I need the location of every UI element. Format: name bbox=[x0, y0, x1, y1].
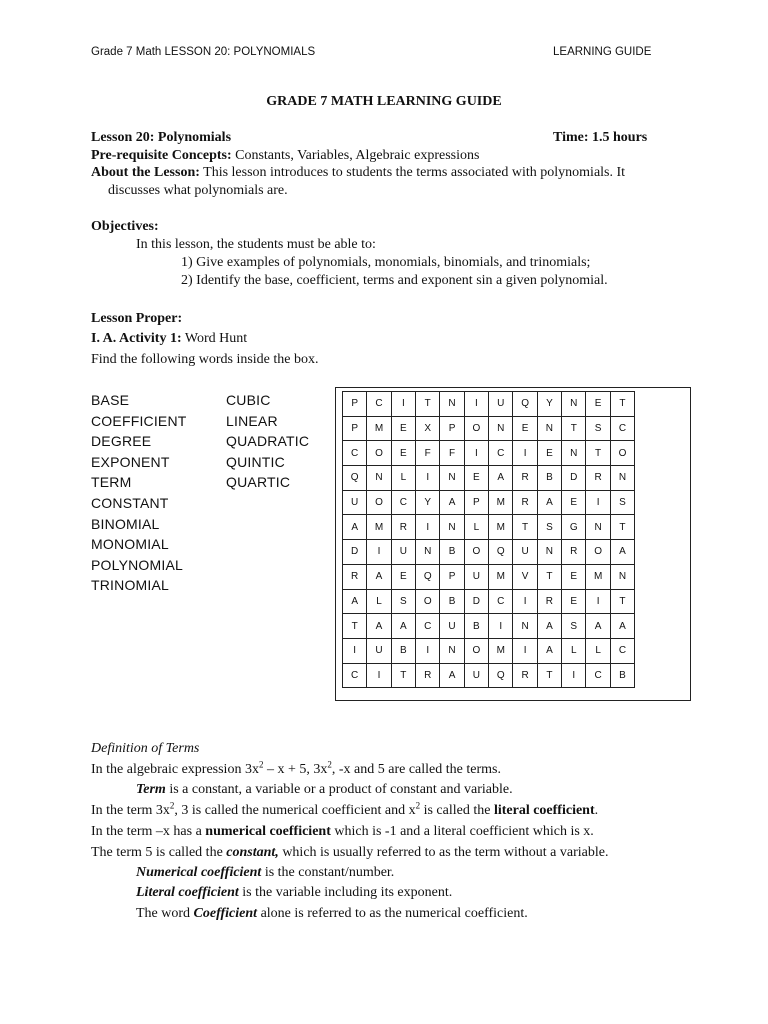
grid-cell: T bbox=[416, 392, 440, 417]
about-line bbox=[91, 165, 625, 181]
grid-cell: N bbox=[513, 614, 537, 639]
about-label: About the Lesson: bbox=[91, 165, 200, 180]
grid-cell: U bbox=[391, 540, 415, 565]
word-item: CONSTANT bbox=[91, 494, 169, 511]
text-fragment: The term 5 is called the bbox=[91, 845, 227, 860]
text-fragment: , 3 is called the numerical coefficient and x bbox=[174, 803, 416, 818]
grid-cell: U bbox=[440, 614, 464, 639]
grid-row bbox=[343, 663, 635, 688]
constant-keyword: constant, bbox=[226, 845, 279, 860]
definition-line-7 bbox=[136, 885, 452, 901]
grid-cell: P bbox=[440, 564, 464, 589]
grid-cell: I bbox=[464, 392, 488, 417]
objectives-heading: Objectives: bbox=[91, 219, 159, 234]
grid-cell: N bbox=[586, 515, 610, 540]
grid-row bbox=[343, 564, 635, 589]
objective-item-2: 2) Identify the base, coefficient, terms and exponent sin a given polynomial. bbox=[181, 273, 608, 288]
superscript: 2 bbox=[415, 800, 421, 811]
grid-cell: L bbox=[562, 638, 586, 663]
superscript: 2 bbox=[258, 759, 264, 770]
text-fragment: . bbox=[594, 803, 599, 818]
grid-cell: E bbox=[562, 564, 586, 589]
grid-cell: F bbox=[416, 441, 440, 466]
definition-line-8 bbox=[136, 906, 528, 922]
grid-cell: T bbox=[562, 416, 586, 441]
superscript: 2 bbox=[327, 759, 332, 770]
grid-cell: I bbox=[367, 663, 391, 688]
grid-cell: N bbox=[537, 540, 561, 565]
grid-cell: P bbox=[440, 416, 464, 441]
grid-cell: P bbox=[343, 416, 367, 441]
grid-cell: A bbox=[537, 614, 561, 639]
grid-cell: U bbox=[513, 540, 537, 565]
grid-cell: E bbox=[513, 416, 537, 441]
about-text-2: discusses what polynomials are. bbox=[108, 183, 288, 198]
grid-row bbox=[343, 466, 635, 491]
word-search-grid bbox=[342, 391, 635, 688]
grid-row bbox=[343, 614, 635, 639]
grid-cell: O bbox=[586, 540, 610, 565]
coefficient-term: Coefficient bbox=[193, 906, 258, 921]
grid-row bbox=[343, 441, 635, 466]
grid-cell: N bbox=[416, 540, 440, 565]
grid-cell: I bbox=[416, 638, 440, 663]
text-fragment: is a constant, a variable or a product of constant and variable. bbox=[165, 782, 513, 797]
header-left: Grade 7 Math LESSON 20: POLYNOMIALS bbox=[91, 46, 316, 58]
word-item: QUARTIC bbox=[226, 474, 291, 491]
grid-cell: L bbox=[586, 638, 610, 663]
grid-cell: A bbox=[537, 490, 561, 515]
grid-cell: M bbox=[586, 564, 610, 589]
grid-cell: S bbox=[562, 614, 586, 639]
grid-cell: E bbox=[391, 441, 415, 466]
literal-coefficient-term: Literal coefficient bbox=[136, 885, 239, 900]
grid-cell: E bbox=[586, 392, 610, 417]
grid-cell: T bbox=[343, 614, 367, 639]
grid-cell: I bbox=[464, 441, 488, 466]
grid-cell: A bbox=[440, 490, 464, 515]
grid-cell: R bbox=[513, 466, 537, 491]
grid-cell: M bbox=[367, 416, 391, 441]
definition-line-4 bbox=[91, 824, 594, 840]
grid-cell: D bbox=[562, 466, 586, 491]
grid-cell: C bbox=[489, 441, 513, 466]
grid-cell: T bbox=[391, 663, 415, 688]
grid-cell: Y bbox=[416, 490, 440, 515]
text-fragment: which is usually referred to as the term without a variable. bbox=[278, 845, 609, 860]
definition-line-2 bbox=[136, 782, 513, 798]
numerical-coefficient-term: Numerical coefficient bbox=[136, 865, 262, 880]
grid-cell: S bbox=[537, 515, 561, 540]
grid-cell: L bbox=[367, 589, 391, 614]
definition-line-5 bbox=[91, 845, 608, 861]
activity-line bbox=[91, 331, 247, 347]
word-item: COEFFICIENT bbox=[91, 412, 187, 429]
grid-cell: E bbox=[391, 564, 415, 589]
grid-row bbox=[343, 540, 635, 565]
grid-cell: N bbox=[537, 416, 561, 441]
word-item: LINEAR bbox=[226, 412, 278, 429]
activity-instruction: Find the following words inside the box. bbox=[91, 352, 319, 367]
word-item: BASE bbox=[91, 392, 130, 408]
grid-cell: C bbox=[586, 663, 610, 688]
superscript: 2 bbox=[169, 800, 175, 811]
grid-cell: T bbox=[610, 392, 634, 417]
grid-cell: C bbox=[343, 441, 367, 466]
activity-name: Word Hunt bbox=[184, 331, 248, 346]
grid-cell: U bbox=[343, 490, 367, 515]
numerical-coefficient-keyword: numerical coefficient bbox=[205, 824, 331, 839]
text-fragment: – x + 5, 3x bbox=[263, 762, 328, 777]
grid-cell: P bbox=[464, 490, 488, 515]
grid-cell: I bbox=[489, 614, 513, 639]
grid-cell: A bbox=[586, 614, 610, 639]
grid-cell: N bbox=[367, 466, 391, 491]
word-item: POLYNOMIAL bbox=[91, 556, 183, 573]
grid-cell: R bbox=[513, 663, 537, 688]
prereq-text: Constants, Variables, Algebraic expressions bbox=[235, 148, 480, 163]
grid-cell: M bbox=[489, 490, 513, 515]
grid-cell: T bbox=[513, 515, 537, 540]
grid-cell: A bbox=[440, 663, 464, 688]
grid-cell: N bbox=[610, 466, 634, 491]
grid-cell: C bbox=[610, 638, 634, 663]
grid-cell: B bbox=[464, 614, 488, 639]
grid-cell: T bbox=[610, 589, 634, 614]
grid-cell: A bbox=[367, 564, 391, 589]
grid-cell: S bbox=[391, 589, 415, 614]
grid-cell: R bbox=[391, 515, 415, 540]
grid-cell: B bbox=[537, 466, 561, 491]
grid-cell: I bbox=[343, 638, 367, 663]
grid-cell: A bbox=[391, 614, 415, 639]
grid-cell: G bbox=[562, 515, 586, 540]
grid-cell: C bbox=[343, 663, 367, 688]
grid-cell: A bbox=[367, 614, 391, 639]
grid-cell: M bbox=[489, 638, 513, 663]
grid-cell: U bbox=[367, 638, 391, 663]
grid-cell: E bbox=[464, 466, 488, 491]
definition-line-6 bbox=[136, 865, 394, 881]
grid-cell: I bbox=[416, 515, 440, 540]
grid-cell: R bbox=[513, 490, 537, 515]
grid-cell: A bbox=[610, 614, 634, 639]
grid-row bbox=[343, 638, 635, 663]
lesson-time: Time: 1.5 hours bbox=[553, 130, 648, 145]
grid-cell: U bbox=[464, 663, 488, 688]
text-fragment: The word bbox=[136, 906, 194, 921]
definition-line-1 bbox=[91, 759, 501, 778]
grid-row bbox=[343, 515, 635, 540]
grid-cell: O bbox=[464, 540, 488, 565]
grid-cell: A bbox=[610, 540, 634, 565]
grid-cell: A bbox=[537, 638, 561, 663]
grid-cell: O bbox=[416, 589, 440, 614]
text-fragment: is the constant/number. bbox=[261, 865, 395, 880]
grid-cell: T bbox=[537, 564, 561, 589]
grid-cell: Y bbox=[537, 392, 561, 417]
grid-cell: O bbox=[464, 638, 488, 663]
grid-cell: L bbox=[391, 466, 415, 491]
grid-cell: M bbox=[489, 515, 513, 540]
header-right: LEARNING GUIDE bbox=[553, 46, 652, 58]
grid-cell: N bbox=[440, 638, 464, 663]
grid-cell: F bbox=[440, 441, 464, 466]
grid-row bbox=[343, 589, 635, 614]
grid-cell: C bbox=[416, 614, 440, 639]
text-fragment: In the term –x has a bbox=[91, 824, 206, 839]
grid-cell: U bbox=[464, 564, 488, 589]
grid-cell: I bbox=[513, 638, 537, 663]
grid-cell: R bbox=[343, 564, 367, 589]
word-item: TERM bbox=[91, 474, 132, 491]
grid-cell: O bbox=[367, 441, 391, 466]
text-fragment: , -x and 5 are called the terms. bbox=[331, 762, 501, 777]
grid-cell: I bbox=[513, 441, 537, 466]
grid-cell: O bbox=[464, 416, 488, 441]
objectives-intro: In this lesson, the students must be able to: bbox=[136, 237, 376, 252]
grid-cell: Q bbox=[513, 392, 537, 417]
grid-cell: I bbox=[586, 490, 610, 515]
grid-cell: L bbox=[464, 515, 488, 540]
grid-cell: N bbox=[610, 564, 634, 589]
prereq-label: Pre-requisite Concepts: bbox=[91, 148, 232, 163]
grid-cell: R bbox=[562, 540, 586, 565]
word-item: TRINOMIAL bbox=[91, 577, 170, 594]
grid-cell: P bbox=[343, 392, 367, 417]
text-fragment: In the algebraic expression 3x bbox=[91, 762, 259, 777]
grid-cell: Q bbox=[489, 540, 513, 565]
grid-cell: R bbox=[537, 589, 561, 614]
activity-label: I. A. Activity 1: bbox=[91, 331, 182, 346]
grid-cell: D bbox=[464, 589, 488, 614]
text-fragment: is called the bbox=[420, 803, 494, 818]
grid-cell: N bbox=[562, 441, 586, 466]
grid-cell: E bbox=[562, 589, 586, 614]
grid-cell: D bbox=[343, 540, 367, 565]
grid-cell: I bbox=[367, 540, 391, 565]
grid-cell: N bbox=[489, 416, 513, 441]
grid-cell: A bbox=[343, 515, 367, 540]
grid-cell: Q bbox=[489, 663, 513, 688]
lesson-label: Lesson 20: Polynomials bbox=[91, 130, 232, 145]
grid-cell: X bbox=[416, 416, 440, 441]
word-item: CUBIC bbox=[226, 392, 271, 408]
grid-cell: T bbox=[610, 515, 634, 540]
word-item: MONOMIAL bbox=[91, 536, 169, 553]
grid-cell: M bbox=[489, 564, 513, 589]
grid-cell: B bbox=[440, 540, 464, 565]
prereq-line bbox=[91, 148, 479, 164]
grid-cell: I bbox=[416, 466, 440, 491]
grid-cell: Q bbox=[416, 564, 440, 589]
grid-cell: O bbox=[610, 441, 634, 466]
about-text-1: This lesson introduces to students the terms associated with polynomials. It bbox=[203, 165, 626, 180]
text-fragment: which is -1 and a literal coefficient which is x. bbox=[330, 824, 594, 839]
grid-cell: S bbox=[610, 490, 634, 515]
grid-cell: A bbox=[489, 466, 513, 491]
grid-cell: E bbox=[391, 416, 415, 441]
lesson-proper-heading: Lesson Proper: bbox=[91, 311, 183, 326]
grid-cell: E bbox=[537, 441, 561, 466]
word-item: DEGREE bbox=[91, 433, 152, 450]
grid-row bbox=[343, 392, 635, 417]
grid-row bbox=[343, 490, 635, 515]
grid-cell: I bbox=[586, 589, 610, 614]
grid-cell: B bbox=[440, 589, 464, 614]
grid-cell: C bbox=[610, 416, 634, 441]
word-list-col1 bbox=[91, 392, 187, 598]
grid-cell: C bbox=[391, 490, 415, 515]
grid-cell: I bbox=[562, 663, 586, 688]
grid-cell: R bbox=[586, 466, 610, 491]
text-fragment: is the variable including its exponent. bbox=[238, 885, 453, 900]
word-list-col2 bbox=[226, 392, 309, 495]
grid-cell: M bbox=[367, 515, 391, 540]
grid-cell: N bbox=[440, 466, 464, 491]
grid-cell: C bbox=[489, 589, 513, 614]
grid-cell: A bbox=[343, 589, 367, 614]
grid-cell: T bbox=[537, 663, 561, 688]
grid-cell: C bbox=[367, 392, 391, 417]
page-title: GRADE 7 MATH LEARNING GUIDE bbox=[266, 94, 502, 109]
definition-line-3 bbox=[91, 800, 599, 819]
grid-cell: N bbox=[440, 515, 464, 540]
objective-item-1: 1) Give examples of polynomials, monomials, binomials, and trinomials; bbox=[181, 255, 591, 270]
grid-cell: E bbox=[562, 490, 586, 515]
text-fragment: In the term 3x bbox=[91, 803, 170, 818]
grid-cell: I bbox=[391, 392, 415, 417]
grid-cell: I bbox=[513, 589, 537, 614]
grid-cell: B bbox=[610, 663, 634, 688]
grid-cell: B bbox=[391, 638, 415, 663]
word-item: QUINTIC bbox=[226, 453, 285, 470]
grid-cell: Q bbox=[343, 466, 367, 491]
word-item: QUADRATIC bbox=[226, 433, 310, 450]
word-item: EXPONENT bbox=[91, 453, 170, 470]
definitions-heading: Definition of Terms bbox=[91, 741, 200, 756]
grid-cell: N bbox=[440, 392, 464, 417]
word-item: BINOMIAL bbox=[91, 515, 160, 532]
text-fragment: alone is referred to as the numerical coefficient. bbox=[257, 906, 528, 921]
grid-cell: S bbox=[586, 416, 610, 441]
literal-coefficient-keyword: literal coefficient bbox=[493, 803, 595, 818]
grid-cell: R bbox=[416, 663, 440, 688]
term-keyword: Term bbox=[136, 782, 166, 797]
grid-cell: N bbox=[562, 392, 586, 417]
grid-cell: T bbox=[586, 441, 610, 466]
grid-cell: O bbox=[367, 490, 391, 515]
grid-row bbox=[343, 416, 635, 441]
grid-cell: U bbox=[489, 392, 513, 417]
grid-cell: V bbox=[513, 564, 537, 589]
